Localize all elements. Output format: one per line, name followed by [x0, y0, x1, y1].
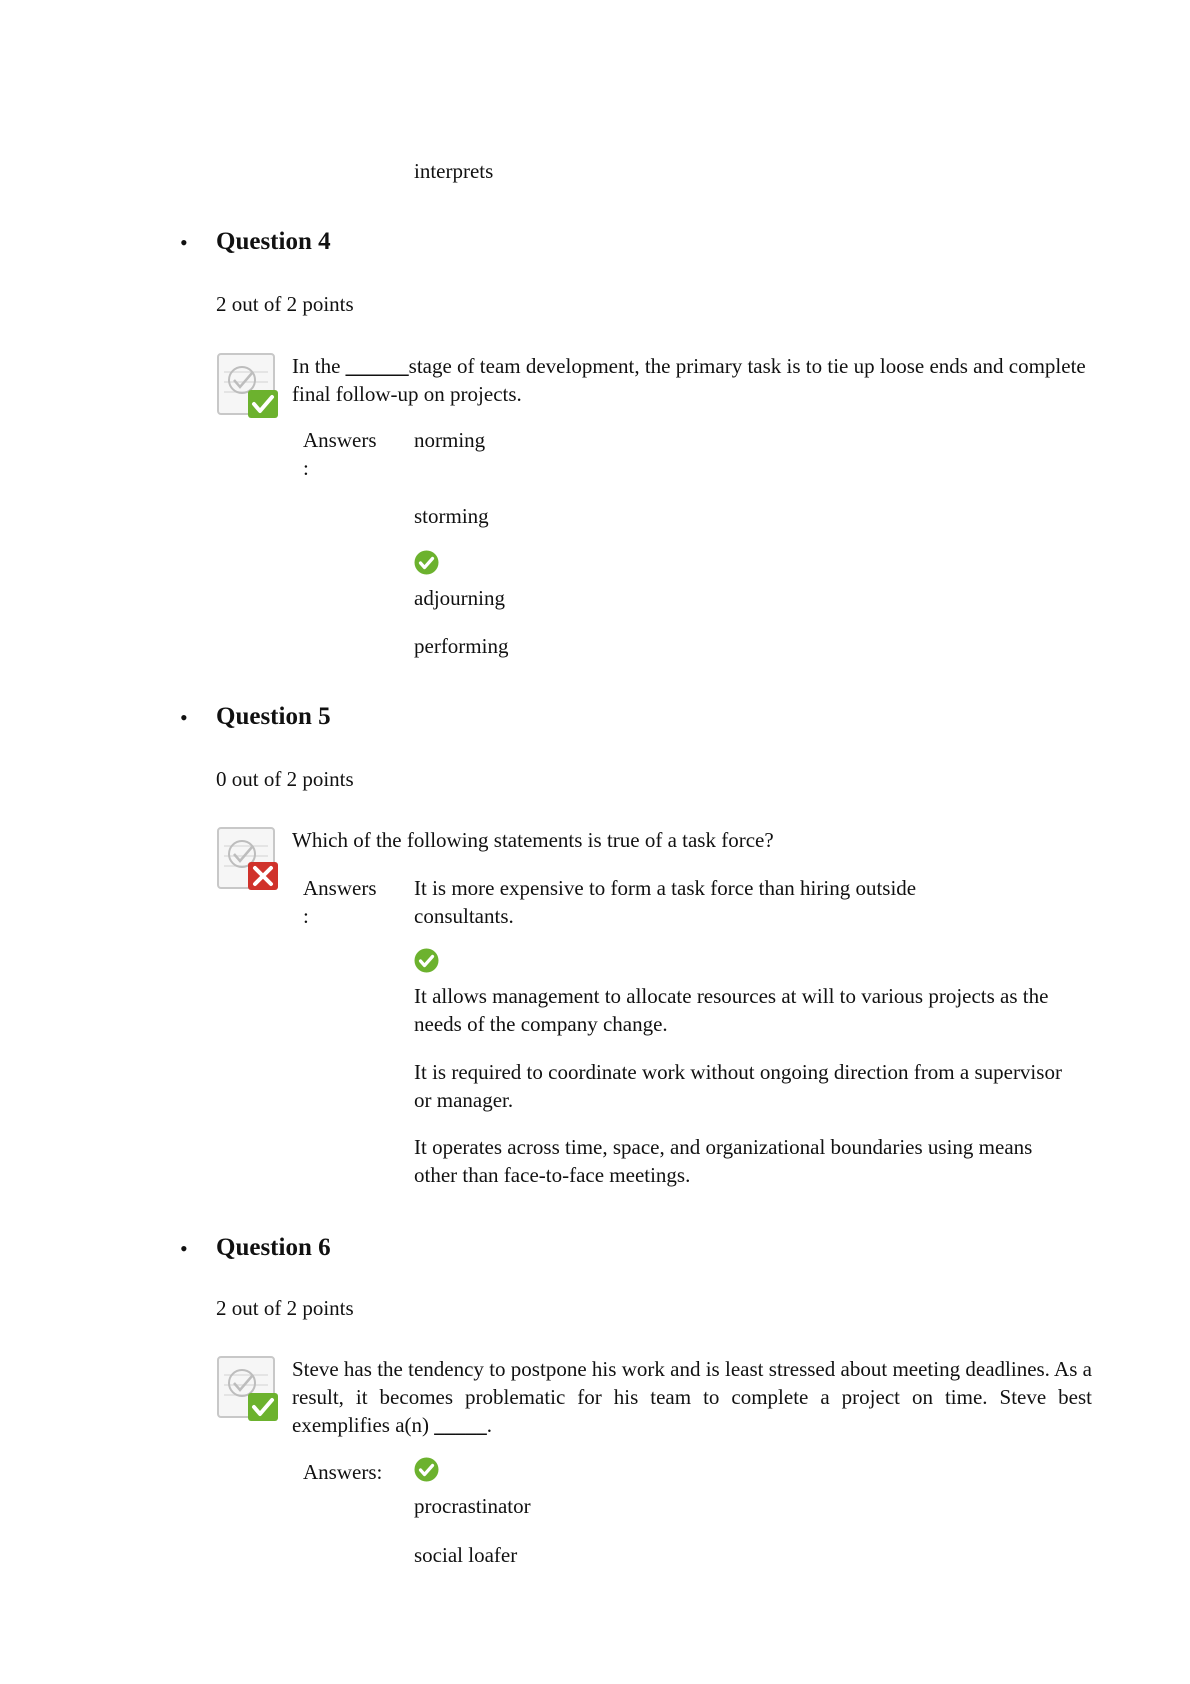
answer-option: social loafer: [414, 1543, 518, 1567]
question-bullet: •: [180, 705, 188, 730]
question-title: Question 4: [216, 228, 331, 255]
answer-option: norming: [414, 428, 486, 452]
fill-in-blank: ______: [345, 354, 409, 378]
answers-label-colon: :: [303, 904, 309, 928]
answer-option-correct: procrastinator: [414, 1494, 531, 1518]
prev-question-answer: interprets: [414, 159, 494, 183]
check-icon: [414, 1457, 439, 1487]
answer-correct-icon: [216, 352, 280, 425]
check-icon: [414, 948, 439, 978]
answer-option-correct: It allows management to allocate resources at will to various projects as the needs of the company change.: [414, 984, 1049, 1036]
answers-label-colon: :: [303, 456, 309, 480]
answers-label: Answers:: [303, 1460, 383, 1484]
question-prompt: Steve has the tendency to postpone his work and is least stressed about meeting deadlines. As a result, it becomes problematic for his team to complete a project on time. Steve best exemplifies a(n) _____.: [292, 1357, 1092, 1437]
answer-incorrect-icon: [216, 826, 280, 899]
answer-option: It operates across time, space, and organizational boundaries using means other than face-to-face meetings.: [414, 1135, 1033, 1187]
answer-option: storming: [414, 504, 489, 528]
answer-option-correct: adjourning: [414, 586, 505, 610]
question-prompt: Which of the following statements is true of a task force?: [292, 828, 774, 852]
question-bullet: •: [180, 1236, 188, 1261]
check-icon: [414, 550, 439, 580]
question-score: 0 out of 2 points: [216, 767, 354, 791]
answer-option: performing: [414, 634, 509, 658]
question-title: Question 5: [216, 703, 331, 730]
answer-option: It is required to coordinate work without ongoing direction from a supervisor or manager.: [414, 1060, 1062, 1112]
question-bullet: •: [180, 230, 188, 255]
question-prompt: In the ______stage of team development, the primary task is to tie up loose ends and complete final follow-up on projects.: [292, 354, 1086, 406]
answers-label: Answers: [303, 428, 377, 452]
question-title: Question 6: [216, 1234, 331, 1261]
answers-label: Answers: [303, 876, 377, 900]
fill-in-blank: _____: [434, 1413, 487, 1437]
answer-correct-icon: [216, 1355, 280, 1428]
question-score: 2 out of 2 points: [216, 292, 354, 316]
question-score: 2 out of 2 points: [216, 1296, 354, 1320]
answer-option: It is more expensive to form a task force than hiring outside consultants.: [414, 876, 917, 928]
